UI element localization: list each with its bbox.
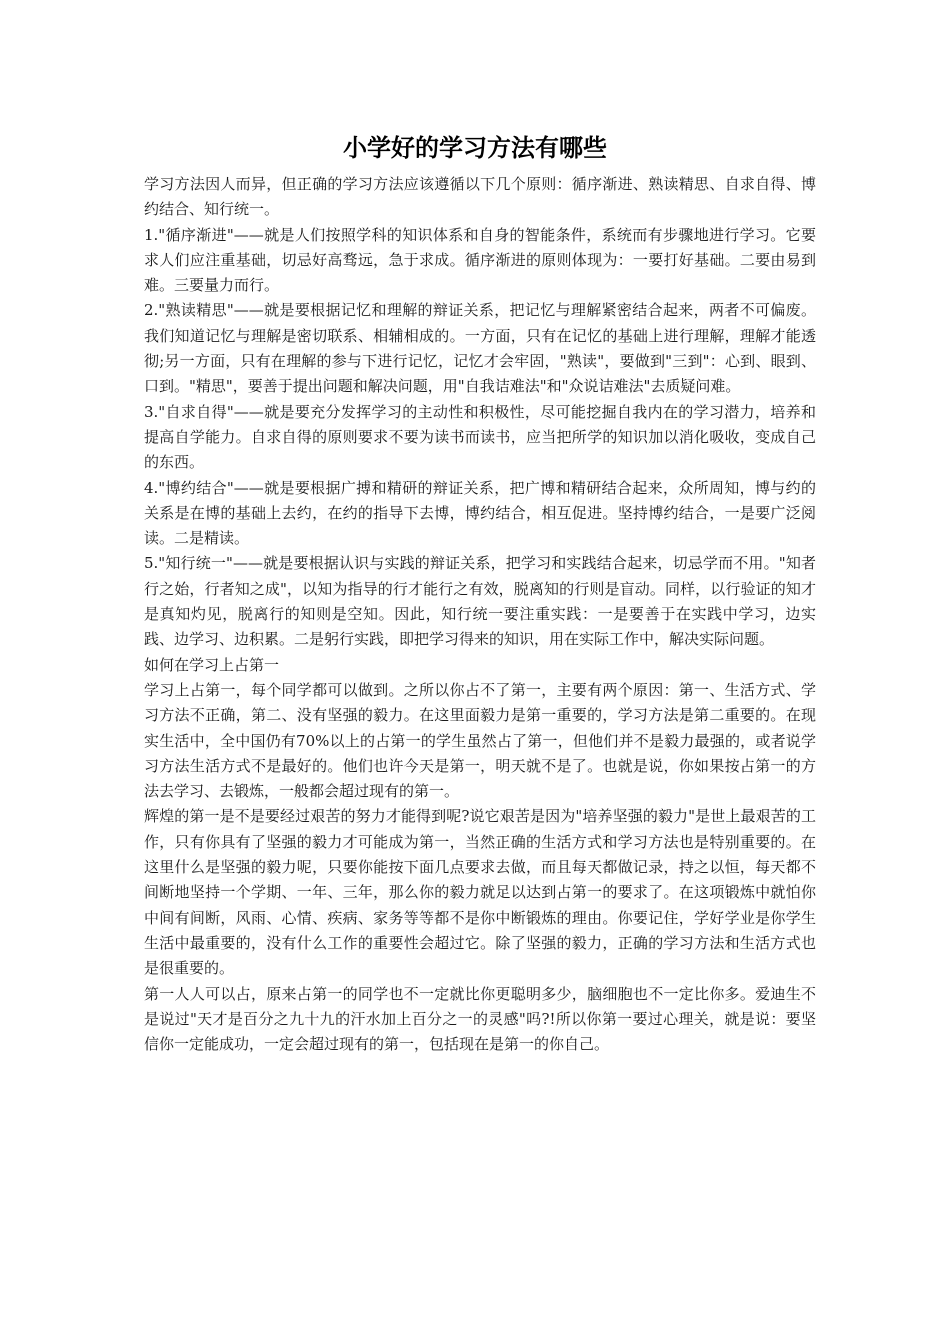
paragraph-principle-4: 4."博约结合"——就是要根据广搏和精研的辩证关系，把广博和精研结合起来，众所周知，博与约的关系是在博的基础上去约，在约的指导下去博，博约结合，相互促进。坚持博约结合，一是要广泛阅读。二是精读。 (144, 478, 816, 548)
paragraph-intro: 学习方法因人而异，但正确的学习方法应该遵循以下几个原则：循序渐进、熟读精思、自求自得、博约结合、知行统一。 (144, 175, 816, 219)
document-body (144, 172, 816, 1057)
paragraph-principle-1: 1."循序渐进"——就是人们按照学科的知识体系和自身的智能条件，系统而有步骤地进行学习。它要求人们应注重基础，切忌好高骛远，急于求成。循序渐进的原则体现为：一要打好基础。二要由易到难。三要量力而行。 (144, 225, 816, 295)
paragraph-first-place: 学习上占第一，每个同学都可以做到。之所以你占不了第一，主要有两个原因：第一、生活方式、学习方法不正确，第二、没有坚强的毅力。在这里面毅力是第一重要的，学习方法是第二重要的。在现实生活中，全中国仍有70%以上的占第一的学生虽然占了第一，但他们并不是毅力最强的，或者说学习方法生活方式不是最好的。他们也许今天是第一，明天就不是了。也就是说，你如果按占第一的方法去学习、去锻炼，一般都会超过现有的第一。 (144, 680, 816, 801)
paragraph-principle-3: 3."自求自得"——就是要充分发挥学习的主动性和积极性，尽可能挖掘自我内在的学习潜力，培养和提高自学能力。自求自得的原则要求不要为读书而读书，应当把所学的知识加以消化吸收，变成自己的东西。 (144, 402, 816, 472)
paragraph-principle-5: 5."知行统一"——就是要根据认识与实践的辩证关系，把学习和实践结合起来，切忌学而不用。"知者行之始，行者知之成"，以知为指导的行才能行之有效，脱离知的行则是盲动。同样，以行验证的知才是真知灼见，脱离行的知则是空知。因此，知行统一要注重实践：一是要善于在实践中学习，边实践、边学习、边积累。二是躬行实践，即把学习得来的知识，用在实际工作中，解决实际问题。 (144, 554, 816, 649)
paragraph-perseverance: 辉煌的第一是不是要经过艰苦的努力才能得到呢?说它艰苦是因为"培养坚强的毅力"是世上最艰苦的工作，只有你具有了坚强的毅力才可能成为第一，当然正确的生活方式和学习方法也是特别重要的。在这里什么是坚强的毅力呢，只要你能按下面几点要求去做，而且每天都做记录，持之以恒，每天都不间断地坚持一个学期、一年、三年，那么你的毅力就足以达到占第一的要求了。在这项锻炼中就怕你中间有间断，风雨、心情、疾病、家务等等都不是你中断锻炼的理由。你要记住，学好学业是你学生生活中最重要的，没有什么工作的重要性会超过它。除了坚强的毅力，正确的学习方法和生活方式也是很重要的。 (144, 807, 816, 978)
paragraph-principle-2: 2."熟读精思"——就是要根据记忆和理解的辩证关系，把记忆与理解紧密结合起来，两者不可偏废。我们知道记忆与理解是密切联系、相辅相成的。一方面，只有在记忆的基础上进行理解，理解才能透彻;另一方面，只有在理解的参与下进行记忆，记忆才会牢固，"熟读"，要做到"三到"：心到、眼到、口到。"精思"，要善于提出问题和解决问题，用"自我诘难法"和"众说诘难法"去质疑问难。 (144, 301, 816, 396)
paragraph-conclusion: 第一人人可以占，原来占第一的同学也不一定就比你更聪明多少，脑细胞也不一定比你多。爱迪生不是说过"天才是百分之九十九的汗水加上百分之一的灵感"吗?!所以你第一要过心理关，就是说：要坚信你一定能成功，一定会超过现有的第一，包括现在是第一的你自己。 (144, 984, 816, 1054)
document-title: 小学好的学习方法有哪些 (343, 133, 607, 162)
section-heading: 如何在学习上占第一 (144, 655, 280, 674)
